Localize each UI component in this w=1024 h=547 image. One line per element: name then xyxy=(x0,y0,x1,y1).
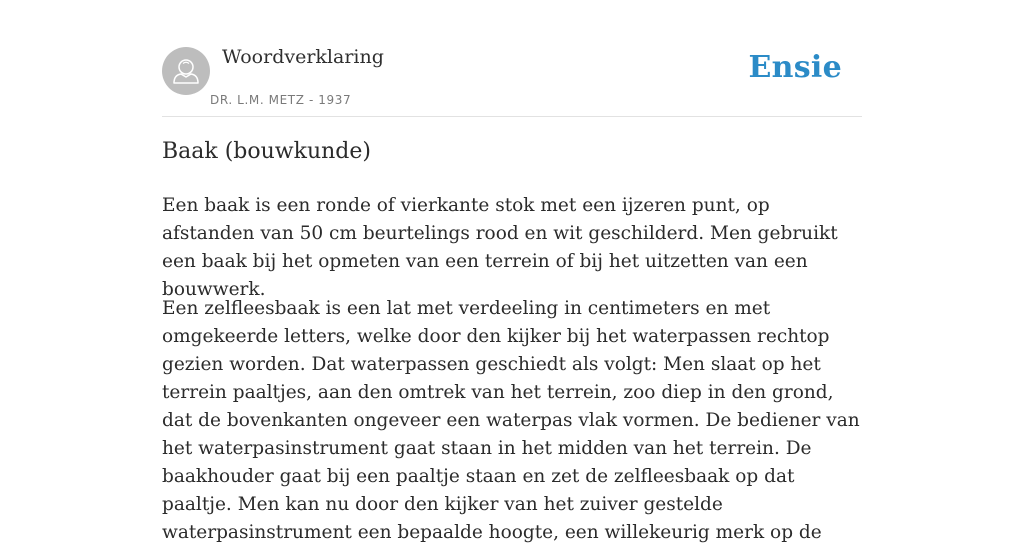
page xyxy=(162,0,862,543)
user-icon xyxy=(162,47,210,95)
source-title[interactable]: Woordverklaring xyxy=(222,46,384,68)
article-title: Baak (bouwkunde) xyxy=(162,139,371,164)
ensie-logo[interactable]: Ensie xyxy=(748,50,842,85)
source-meta: DR. L.M. METZ - 1937 xyxy=(210,93,352,107)
article-paragraph: Een zelfleesbaak is een lat met verdeeling in centimeters en met omgekeerde letters, welke door den kijker bij het waterpassen rechtop gezien worden. Dat waterpassen geschiedt als volgt: Men slaat op het terrein paaltjes, aan den omtrek van het terrein, zoo diep in den grond, dat de bovenkanten ongeveer een waterpas vlak vormen. De bediener van het waterpasinstrument gaat staan in het midden van het terrein. De baakhouder gaat bij een paaltje staan en zet de zelfleesbaak op dat paaltje. Men kan nu door den kijker van het zuiver gestelde waterpasinstrument een bepaalde hoogte, een willekeurig merk op de xyxy=(162,298,860,543)
article-paragraph: Een baak is een ronde of vierkante stok met een ijzeren punt, op afstanden van 50 cm beurtelings rood en wit geschilderd. Men gebruikt een baak bij het opmeten van een terrein of bij het uitzetten van een bouwwerk. xyxy=(162,195,838,300)
author-avatar[interactable] xyxy=(162,47,210,95)
source-header xyxy=(162,0,862,117)
